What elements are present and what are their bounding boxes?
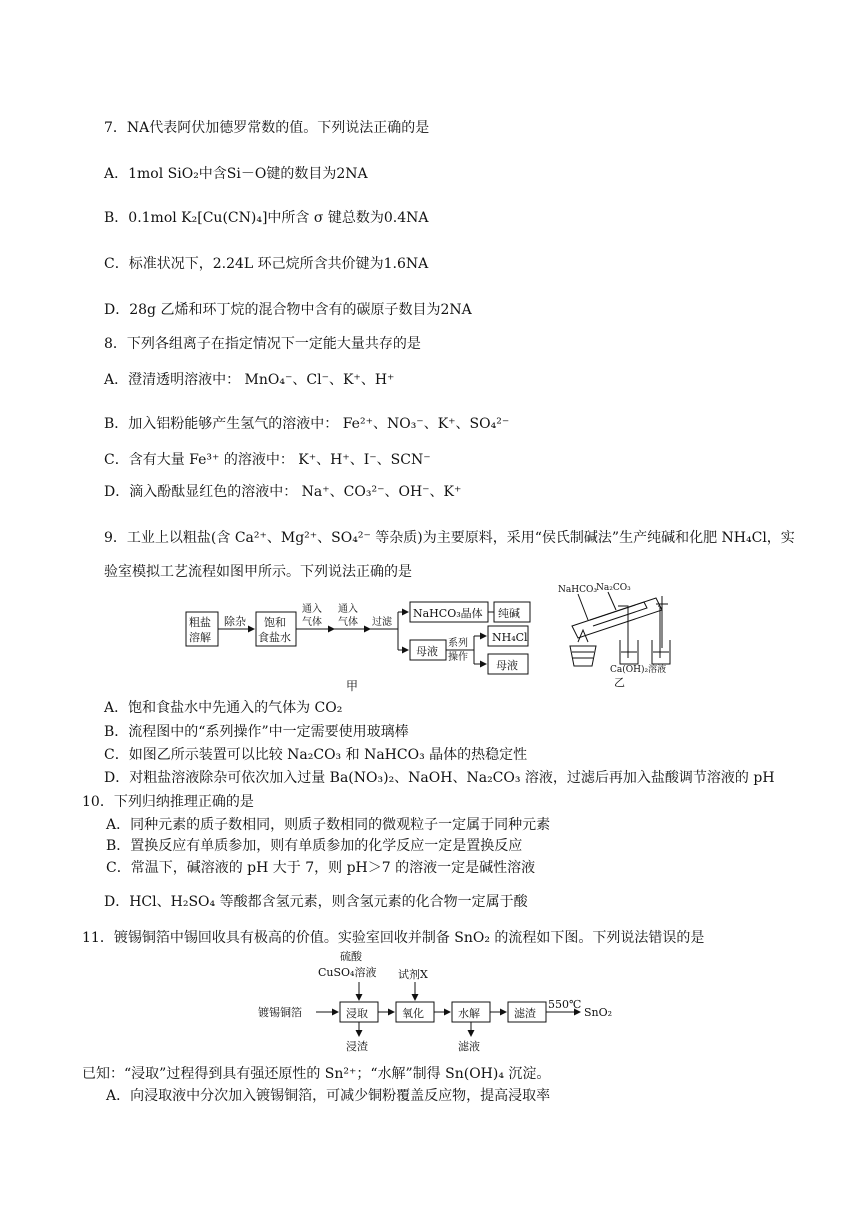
flow-text-nh4cl: NH₄Cl: [492, 631, 528, 644]
flow-text-series-a: 系列: [448, 638, 468, 649]
flow-text-series-b: 操作: [448, 652, 468, 663]
q8-option-a: A．澄清透明溶液中： MnO₄⁻、Cl⁻、K⁺、H⁺: [104, 372, 395, 388]
q11-text-sno2: SnO₂: [584, 1006, 613, 1019]
q11-text-leach-residue: 浸渣: [346, 1040, 368, 1053]
flow-text-gas2-a: 通入: [338, 604, 358, 615]
apparatus-caption-yi: 乙: [614, 676, 625, 689]
q7-option-d: D．28g 乙烯和环丁烷的混合物中含有的碳原子数目为2NA: [104, 302, 472, 318]
q11-text-start: 镀锡铜箔: [258, 1006, 302, 1019]
q9-option-d: D．对粗盐溶液除杂可依次加入过量 Ba(NO₃)₂、NaOH、Na₂CO₃ 溶液，过滤后再加入盐酸调节溶液的 pH: [104, 770, 775, 786]
q11-text-reagent-x: 试剂X: [398, 968, 428, 981]
q11-text-residue: 滤渣: [514, 1007, 536, 1020]
flow-text-brine-1: 饱和: [264, 616, 286, 629]
flow-caption-jia: 甲: [346, 679, 359, 693]
q7-option-c: C．标准状况下，2.24L 环己烷所含共价键为1.6NA: [104, 256, 429, 272]
q11-text-oxidize: 氧化: [402, 1007, 424, 1020]
flow-text-purify: 除杂: [224, 615, 246, 628]
q7-option-a: A．1mol SiO₂中含Si－O键的数目为2NA: [104, 166, 368, 182]
q11-text-acid: 硫酸: [340, 950, 362, 963]
q9-flow-diagram: [184, 596, 534, 694]
q11-text-cuso4: CuSO₄溶液: [318, 966, 377, 979]
flow-text-brine-2: 食盐水: [258, 631, 291, 644]
q7-stem: 7．NA代表阿伏加德罗常数的值。下列说法正确的是: [104, 120, 430, 136]
q9-option-b: B．流程图中的“系列操作”中一定需要使用玻璃棒: [104, 724, 409, 740]
q9-stem-line2: 验室模拟工艺流程如图甲所示。下列说法正确的是: [104, 564, 412, 580]
flow-text-gas1-b: 气体: [302, 617, 322, 628]
flow-text-gas1-a: 通入: [302, 604, 322, 615]
q11-text-temp: 550℃: [548, 998, 582, 1011]
q8-option-d: D．滴入酚酞显红色的溶液中： Na⁺、CO₃²⁻、OH⁻、K⁺: [104, 484, 462, 500]
q10-stem: 10．下列归纳推理正确的是: [82, 794, 254, 810]
q9-option-c: C．如图乙所示装置可以比较 Na₂CO₃ 和 NaHCO₃ 晶体的热稳定性: [104, 747, 528, 763]
q11-flow-diagram: [256, 950, 626, 1058]
q8-option-b: B．加入铝粉能够产生氢气的溶液中： Fe²⁺、NO₃⁻、K⁺、SO₄²⁻: [104, 416, 510, 432]
q11-text-filtrate: 滤液: [458, 1040, 480, 1053]
q10-option-b: B．置换反应有单质参加，则有单质参加的化学反应一定是置换反应: [106, 838, 523, 854]
q8-stem: 8．下列各组离子在指定情况下一定能大量共存的是: [104, 336, 421, 352]
q10-option-a: A．同种元素的质子数相同，则质子数相同的微观粒子一定属于同种元素: [106, 817, 551, 833]
flow-text-mother: 母液: [416, 645, 438, 658]
q11-stem: 11．镀锡铜箔中锡回收具有极高的价值。实验室回收并制备 SnO₂ 的流程如下图。下列说法错误的是: [82, 930, 705, 946]
q11-note: 已知：“浸取”过程得到具有强还原性的 Sn²⁺；“水解”制得 Sn(OH)₄ 沉淀。: [82, 1066, 551, 1082]
q7-option-b: B．0.1mol K₂[Cu(CN)₄]中所含 σ 键总数为0.4NA: [104, 210, 429, 226]
q9-stem-line1: 9．工业上以粗盐(含 Ca²⁺、Mg²⁺、SO₄²⁻ 等杂质)为主要原料，采用“侯氏制碱法”生产纯碱和化肥 NH₄Cl，实: [104, 530, 795, 546]
q8-option-c: C．含有大量 Fe³⁺ 的溶液中： K⁺、H⁺、I⁻、SCN⁻: [104, 452, 431, 468]
flow-text-soda: 纯碱: [498, 607, 520, 620]
q11-option-a: A．向浸取液中分次加入镀锡铜箔，可减少铜粉覆盖反应物，提高浸取率: [106, 1088, 551, 1104]
flow-text-nahco3: NaHCO₃晶体: [413, 607, 483, 620]
q10-option-d: D．HCl、H₂SO₄ 等酸都含氢元素，则含氢元素的化合物一定属于酸: [104, 894, 528, 910]
apparatus-label-nahco3: NaHCO₃: [558, 585, 597, 595]
flow-text-crude-salt-1: 粗盐: [189, 616, 211, 629]
q9-option-a: A．饱和食盐水中先通入的气体为 CO₂: [104, 700, 343, 716]
flow-text-mother-2: 母液: [496, 659, 518, 672]
flow-text-gas2-b: 气体: [338, 617, 358, 628]
q10-option-c: C．常温下，碱溶液的 pH 大于 7，则 pH＞7 的溶液一定是碱性溶液: [106, 860, 536, 876]
q11-text-leach: 浸取: [346, 1007, 368, 1020]
q9-apparatus-diagram: [558, 582, 690, 692]
q11-text-hydrolyze: 水解: [458, 1007, 480, 1020]
apparatus-label-na2co3: Na₂CO₃: [596, 583, 631, 593]
flow-text-filter: 过滤: [372, 617, 392, 628]
flow-text-crude-salt-2: 溶解: [189, 631, 211, 644]
apparatus-label-limewater: Ca(OH)₂溶液: [610, 665, 667, 675]
